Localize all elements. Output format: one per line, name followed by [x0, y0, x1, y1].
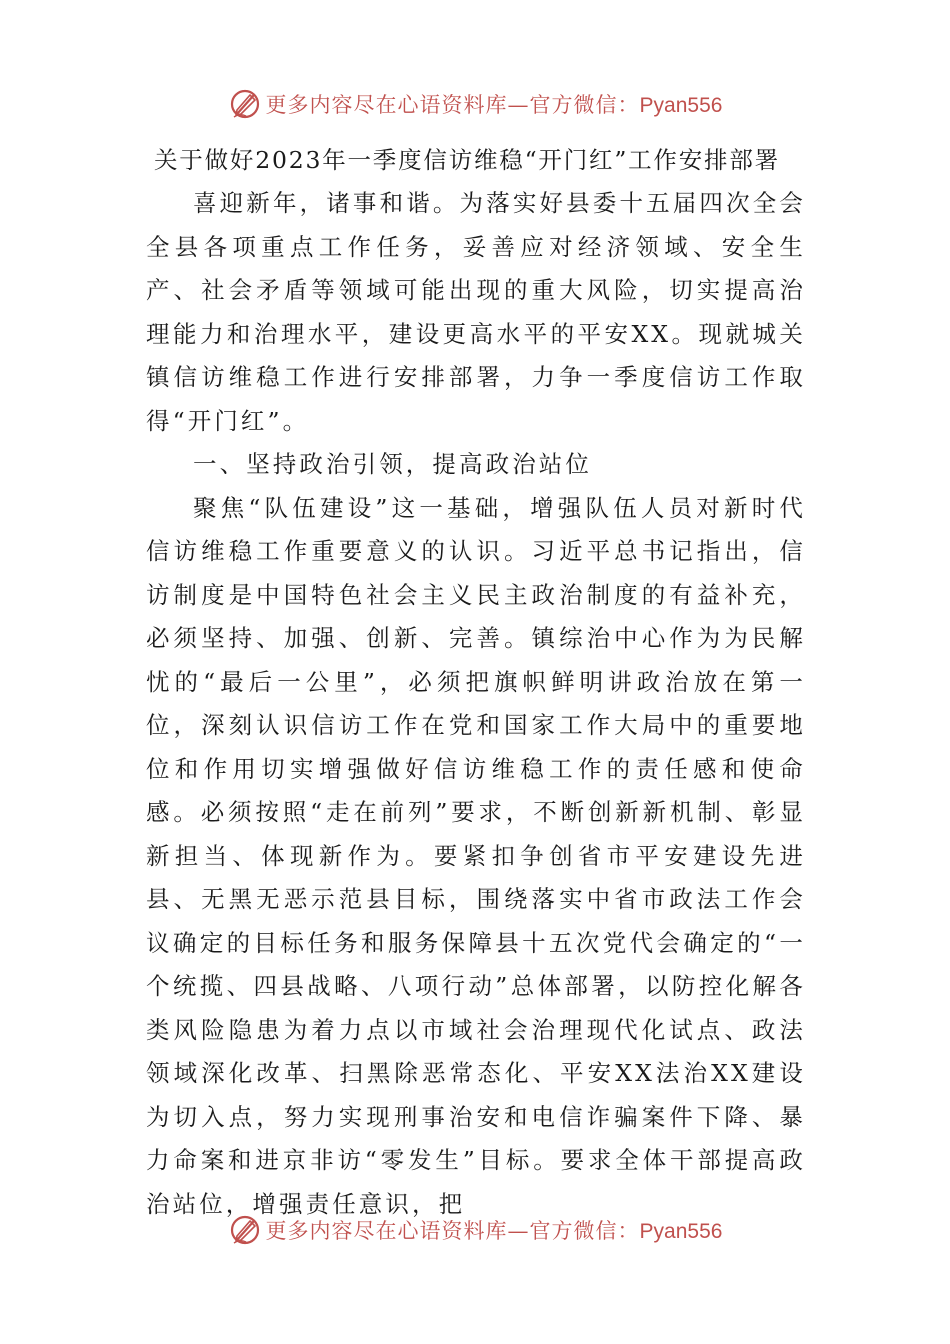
section-heading: 一、坚持政治引领，提高政治站位 — [193, 450, 592, 478]
document-body — [146, 139, 806, 1226]
intro-paragraph: 喜迎新年，诸事和谐。为落实好县委十五届四次全会全县各项重点工作任务，妥善应对经济领域、安全生产、社会矛盾等领域可能出现的重大风险，切实提高治理能力和治理水平，建设更高水平的平安XX。现就城关镇信访维稳工作进行安排部署，力争一季度信访工作取得“开门红”。 — [146, 189, 806, 435]
document-title: 关于做好2023年一季度信访维稳“开门红”工作安排部署 — [154, 146, 780, 174]
wechat-handle: Pyan556 — [639, 94, 723, 117]
section-paragraph: 聚焦“队伍建设”这一基础，增强队伍人员对新时代信访维稳工作重要意义的认识。习近平总书记指出，信访制度是中国特色社会主义民主政治制度的有益补充，必须坚持、加强、创新、完善。镇综治中心作为为民解忧的“最后一公里”，必须把旗帜鲜明讲政治放在第一位，深刻认识信访工作在党和国家工作大局中的重要地位和作用切实增强做好信访维稳工作的责任感和使命感。必须按照“走在前列”要求，不断创新新机制、彰显新担当、体现新作为。要紧扣争创省市平安建设先进县、无黑无恶示范县目标，围绕落实中省市政法工作会议确定的目标任务和服务保障县十五次党代会确定的“一个统揽、四县战略、八项行动”总体部署，以防控化解各类风险隐患为着力点以市域社会治理现代化试点、政法领域深化改革、扫黑除恶常态化、平安XX法治XX建设为切入点，努力实现刑事治安和电信诈骗案件下降、暴力命案和进京非访“零发生”目标。要求全体干部提高政治站位，增强责任意识，把 — [146, 493, 806, 1218]
watermark-label: 更多内容尽在心语资料库—官方微信： — [265, 93, 640, 117]
watermark-label: 更多内容尽在心语资料库—官方微信： — [265, 1219, 640, 1243]
footer-watermark-banner — [0, 1210, 950, 1250]
watermark-text — [266, 1215, 723, 1245]
wechat-handle: Pyan556 — [639, 1220, 723, 1243]
watermark-text — [266, 89, 723, 119]
header-watermark-banner — [0, 84, 950, 124]
pen-logo-icon — [228, 1213, 262, 1247]
pen-logo-icon — [228, 87, 262, 121]
